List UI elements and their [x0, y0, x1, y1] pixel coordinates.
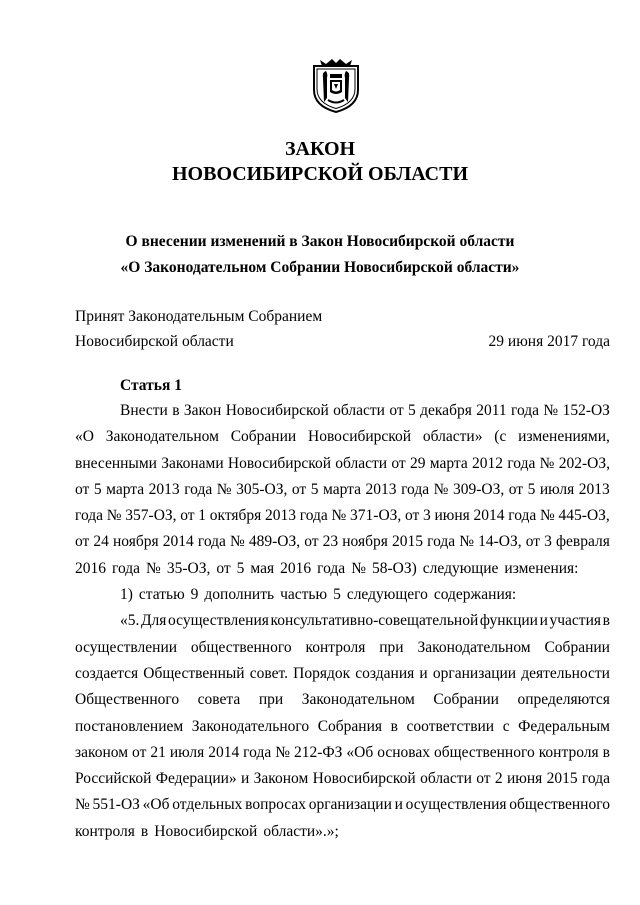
article-body: [75, 398, 610, 845]
article-line: [75, 661, 610, 687]
article-word: 23: [322, 533, 339, 551]
article-word: года: [511, 402, 540, 419]
article-word: 202-ОЗ,: [558, 454, 610, 472]
article-word: года: [243, 743, 272, 761]
article-word: 445-ОЗ,: [558, 507, 610, 525]
article-heading: Статья 1: [120, 377, 182, 394]
article-word: Внести: [120, 402, 168, 419]
article-word: в: [602, 612, 610, 630]
article-word: от: [476, 770, 491, 788]
article-word: «5.: [120, 612, 140, 630]
article-line: [75, 819, 610, 845]
article-word: Российской: [75, 770, 152, 788]
article-word: №: [106, 507, 122, 525]
article-word: контроля: [538, 743, 599, 761]
article-word: постановлением: [75, 717, 184, 735]
article-word: 371-ОЗ,: [350, 507, 402, 525]
article-word: определяются: [517, 691, 610, 709]
coat-of-arms-icon: [312, 58, 360, 114]
article-word: от: [75, 480, 90, 498]
article-word: и: [394, 796, 403, 814]
article-word: от: [216, 559, 231, 577]
article-word: Законом: [253, 770, 309, 788]
article-line: [75, 451, 610, 477]
article-word: контроля: [75, 822, 135, 840]
article-word: изменениями,: [518, 428, 610, 446]
article-word: ноября: [342, 533, 388, 551]
article-word: 2013: [578, 480, 610, 498]
article-word: изменения:: [504, 559, 579, 577]
article-word: года: [197, 533, 226, 551]
adoption-line1: Принят Законодательным Собранием: [75, 308, 323, 325]
article-word: 2014: [208, 743, 240, 761]
article-word: 2013: [365, 480, 397, 498]
article-word: Новосибирской: [308, 428, 412, 446]
article-word: от: [391, 454, 406, 472]
article-word: Законами: [161, 454, 224, 472]
article-word: деятельности: [521, 664, 610, 682]
article-word: 212-ФЗ: [293, 743, 343, 761]
article-word: 2016: [280, 559, 312, 577]
article-line: [75, 582, 610, 608]
article-word: Новосибирской: [227, 454, 331, 472]
article-word: Федерации»: [155, 770, 237, 788]
article-word: основах: [377, 743, 431, 761]
article-word: №: [543, 402, 559, 419]
article-line: [75, 792, 610, 818]
article-word: следующие: [422, 559, 499, 577]
article-line: [75, 714, 610, 740]
article-word: июля: [539, 480, 575, 498]
article-word: «О: [75, 428, 94, 446]
article-word: статью: [138, 586, 185, 604]
article-word: дополнить: [204, 586, 275, 604]
article-word: создается: [75, 664, 139, 682]
article-word: контроля: [305, 638, 366, 656]
article-word: области: [335, 454, 388, 472]
article-word: 29: [410, 454, 426, 472]
article-word: Новосибирской: [154, 822, 258, 840]
article-word: 2015: [546, 770, 578, 788]
article-word: №: [216, 480, 232, 498]
article-word: 35-ОЗ,: [166, 559, 211, 577]
article-word: от: [180, 507, 195, 525]
article-word: области»: [422, 428, 483, 446]
article-word: области: [420, 770, 472, 788]
article-word: №: [75, 796, 90, 814]
article-word: от: [405, 507, 420, 525]
article-word: «Об: [346, 743, 374, 761]
article-word: Для: [140, 612, 167, 630]
article-word: области: [333, 402, 385, 419]
article-word: от: [508, 480, 524, 498]
article-word: 305-ОЗ,: [236, 480, 288, 498]
article-word: Общественный: [143, 664, 245, 682]
article-word: Собрания: [317, 717, 383, 735]
article-word: осуществлении: [75, 638, 178, 656]
article-line: [75, 398, 610, 424]
article-word: 2013: [265, 507, 297, 525]
document-subject-line2: «О Законодательном Собрании Новосибирской области»: [120, 259, 520, 276]
article-word: 2012: [472, 454, 504, 472]
article-word: 58-ОЗ): [371, 559, 417, 577]
article-word: 2: [494, 770, 503, 788]
article-word: 2011: [476, 402, 507, 419]
article-word: Новосибирской: [225, 402, 329, 419]
article-word: и: [419, 664, 428, 682]
article-word: года: [401, 480, 430, 498]
article-word: в: [172, 402, 180, 419]
article-word: 9: [190, 586, 199, 604]
article-word: от: [389, 402, 404, 419]
article-word: 5: [527, 480, 536, 498]
adoption-date: 29 июня 2017 года: [488, 333, 610, 350]
article-word: мая: [250, 559, 275, 577]
article-word: отдельных: [172, 796, 243, 814]
article-word: совета: [197, 691, 241, 709]
article-word: в: [390, 717, 398, 735]
article-word: общественного: [434, 743, 535, 761]
article-word: с: [502, 717, 510, 735]
article-line: [75, 687, 610, 713]
article-word: 152-ОЗ: [562, 402, 610, 419]
adoption-line2: [75, 332, 610, 352]
article-word: ноября: [113, 533, 159, 551]
article-word: 5: [333, 586, 341, 604]
article-word: в: [140, 822, 149, 840]
article-word: 2014: [473, 507, 505, 525]
article-word: марта: [106, 480, 145, 498]
article-word: от: [132, 743, 147, 761]
article-word: организации: [432, 664, 517, 682]
article-line: [75, 740, 610, 766]
article-word: организации: [308, 796, 392, 814]
article-word: области».»;: [263, 822, 339, 840]
article-word: 357-ОЗ,: [125, 507, 177, 525]
adoption-body: Новосибирской области: [75, 333, 234, 350]
article-word: 3: [544, 533, 552, 551]
article-word: 21: [150, 743, 166, 761]
article-word: Собрании: [544, 638, 610, 656]
article-line: [75, 556, 610, 582]
article-word: осуществления: [168, 612, 269, 630]
article-word: 551-ОЗ: [92, 796, 140, 814]
article-word: от: [525, 533, 541, 551]
article-word: 2016: [75, 559, 106, 577]
article-word: 3: [423, 507, 431, 525]
article-word: Законодательном: [301, 691, 415, 709]
article-word: Новосибирской: [312, 770, 416, 788]
article-word: июня: [434, 507, 470, 525]
article-word: декабря: [420, 402, 472, 419]
article-line: [75, 424, 610, 450]
article-word: консультативно-совещательной: [270, 612, 479, 630]
article-word: 2013: [148, 480, 180, 498]
article-word: (с: [494, 428, 507, 446]
article-word: №: [540, 507, 555, 525]
article-word: февраля: [555, 533, 610, 551]
article-word: общественного: [190, 638, 292, 656]
article-word: 24: [93, 533, 109, 551]
article-word: года: [508, 507, 537, 525]
article-word: 1): [120, 586, 133, 604]
article-word: 309-ОЗ,: [452, 480, 505, 498]
article-word: Собрании: [433, 691, 499, 709]
article-word: участия: [549, 612, 602, 630]
article-word: и: [539, 612, 548, 630]
article-word: 5: [408, 402, 416, 419]
article-line: [75, 503, 610, 529]
document-title-line2: НОВОСИБИРСКОЙ ОБЛАСТИ: [171, 163, 469, 185]
article-word: 5: [310, 480, 319, 498]
article-word: соответствии: [406, 717, 495, 735]
article-word: года: [184, 480, 213, 498]
article-word: 2015: [392, 533, 423, 551]
article-word: года: [317, 559, 346, 577]
article-line: [75, 635, 610, 661]
article-word: года: [75, 507, 104, 525]
article-word: №: [230, 533, 245, 551]
article-word: 2014: [162, 533, 194, 551]
article-word: при: [379, 638, 404, 656]
article-word: 5: [93, 480, 102, 498]
article-word: 489-ОЗ,: [248, 533, 301, 551]
article-word: №: [331, 507, 347, 525]
article-word: Собрании: [230, 428, 297, 446]
article-word: марта: [429, 454, 468, 472]
article-word: совет.: [249, 664, 288, 682]
article-word: года: [112, 559, 141, 577]
article-word: общественного: [509, 796, 610, 814]
article-word: №: [351, 559, 366, 577]
article-word: создания: [355, 664, 415, 682]
article-word: Законодательном: [105, 428, 219, 446]
article-word: года: [427, 533, 456, 551]
article-word: при: [258, 691, 284, 709]
article-word: 14-ОЗ,: [478, 533, 522, 551]
article-word: от: [304, 533, 319, 551]
article-word: Федеральным: [518, 717, 610, 735]
article-word: 5: [236, 559, 245, 577]
article-word: июля: [169, 743, 205, 761]
article-word: в: [602, 743, 610, 761]
article-word: и: [241, 770, 250, 788]
article-word: года: [581, 770, 610, 788]
document-title-line1: ЗАКОН: [284, 138, 356, 160]
article-line: [75, 529, 610, 555]
article-word: осуществления: [405, 796, 507, 814]
article-word: Закон: [183, 402, 222, 419]
article-word: 1: [198, 507, 207, 525]
article-word: следующего: [346, 586, 428, 604]
article-line: [75, 477, 610, 503]
article-word: Законодательного: [191, 717, 310, 735]
article-word: Общественного: [75, 691, 180, 709]
article-word: от: [291, 480, 307, 498]
article-line: [75, 766, 610, 792]
article-word: Законодательном: [417, 638, 531, 656]
article-word: марта: [323, 480, 361, 498]
article-word: №: [275, 743, 290, 761]
article-word: №: [433, 480, 449, 498]
article-word: от: [75, 533, 90, 551]
article-line: [75, 608, 610, 634]
article-word: законом: [75, 743, 129, 761]
article-word: функции: [479, 612, 538, 630]
article-word: Порядок: [293, 664, 351, 682]
article-word: «Об: [142, 796, 170, 814]
document-subject-line1: О внесении изменений в Закон Новосибирской области: [125, 233, 515, 250]
article-word: частью: [280, 586, 328, 604]
article-word: года: [507, 454, 536, 472]
article-word: июня: [506, 770, 543, 788]
article-word: октября: [209, 507, 262, 525]
article-word: №: [146, 559, 161, 577]
article-word: внесенными: [75, 454, 157, 472]
article-word: вопросах: [245, 796, 306, 814]
article-word: года: [299, 507, 328, 525]
article-word: содержания:: [433, 586, 517, 604]
article-word: №: [459, 533, 475, 551]
article-word: №: [539, 454, 555, 472]
